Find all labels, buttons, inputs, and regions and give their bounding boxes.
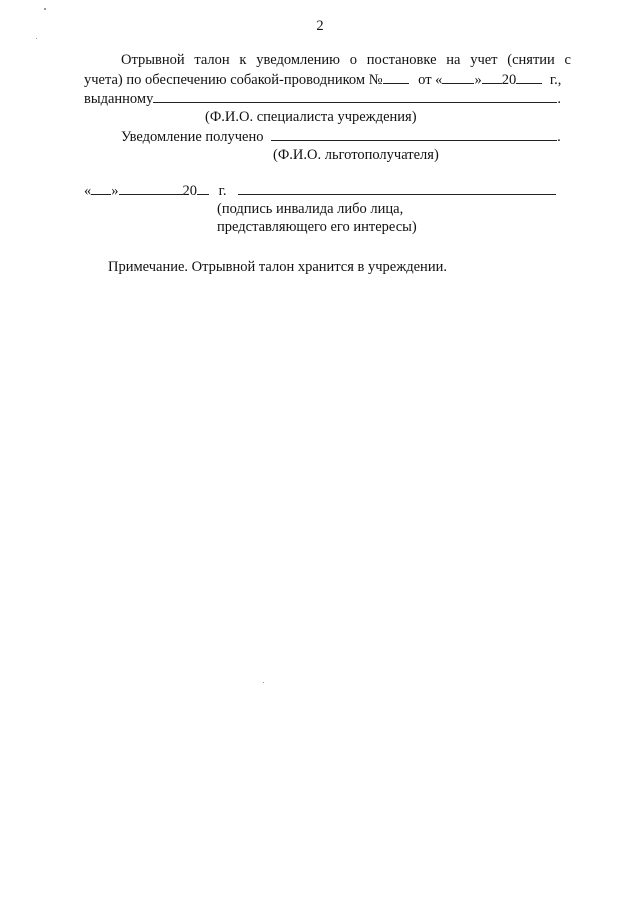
date-day-blank[interactable] <box>91 181 111 195</box>
line2-year: 20 <box>501 72 517 88</box>
date-open-quote: « <box>84 183 92 199</box>
date-signature-line <box>84 181 556 200</box>
year-blank[interactable] <box>516 70 542 84</box>
tear-off-title-line1: Отрывной талон к уведомлению о постановке на учет (снятии с <box>121 52 571 68</box>
caption-signature-line1: (подпись инвалида либо лица, <box>217 201 404 217</box>
caption-specialist: (Ф.И.О. специалиста учреждения) <box>205 109 417 125</box>
date-year-blank[interactable] <box>197 181 209 195</box>
date-month-blank[interactable] <box>119 181 183 195</box>
notification-received-line <box>121 127 561 146</box>
recipient-name-blank[interactable] <box>271 127 557 141</box>
date-close-quote: » <box>111 183 119 199</box>
line2-ot: от « <box>418 72 443 88</box>
issued-to-label: выданному <box>84 91 154 107</box>
caption-signature-line2: представляющего его интересы) <box>217 219 417 235</box>
scan-speck <box>263 682 264 683</box>
page-number: 2 <box>316 18 324 34</box>
day-blank[interactable] <box>442 70 474 84</box>
scan-speck <box>44 8 46 10</box>
month-blank[interactable] <box>482 70 502 84</box>
notification-received-label: Уведомление получено <box>121 129 264 145</box>
issued-to-end: . <box>557 91 561 107</box>
tear-off-title-line2 <box>84 70 561 89</box>
notification-received-end: . <box>557 129 561 145</box>
signature-blank[interactable] <box>238 181 556 195</box>
line2-g: г., <box>549 72 562 88</box>
number-blank[interactable] <box>383 70 409 84</box>
line2-text: учета) по обеспечению собакой-проводником № <box>84 72 383 88</box>
issued-to-line <box>84 89 561 108</box>
scan-speck <box>36 38 37 39</box>
line2-close-quote: » <box>474 72 482 88</box>
issued-to-blank[interactable] <box>153 89 557 103</box>
note: Примечание. Отрывной талон хранится в учреждении. <box>108 259 447 275</box>
caption-recipient: (Ф.И.О. льготополучателя) <box>273 147 439 163</box>
date-year: 20 <box>182 183 197 199</box>
date-g: г. <box>218 183 227 199</box>
